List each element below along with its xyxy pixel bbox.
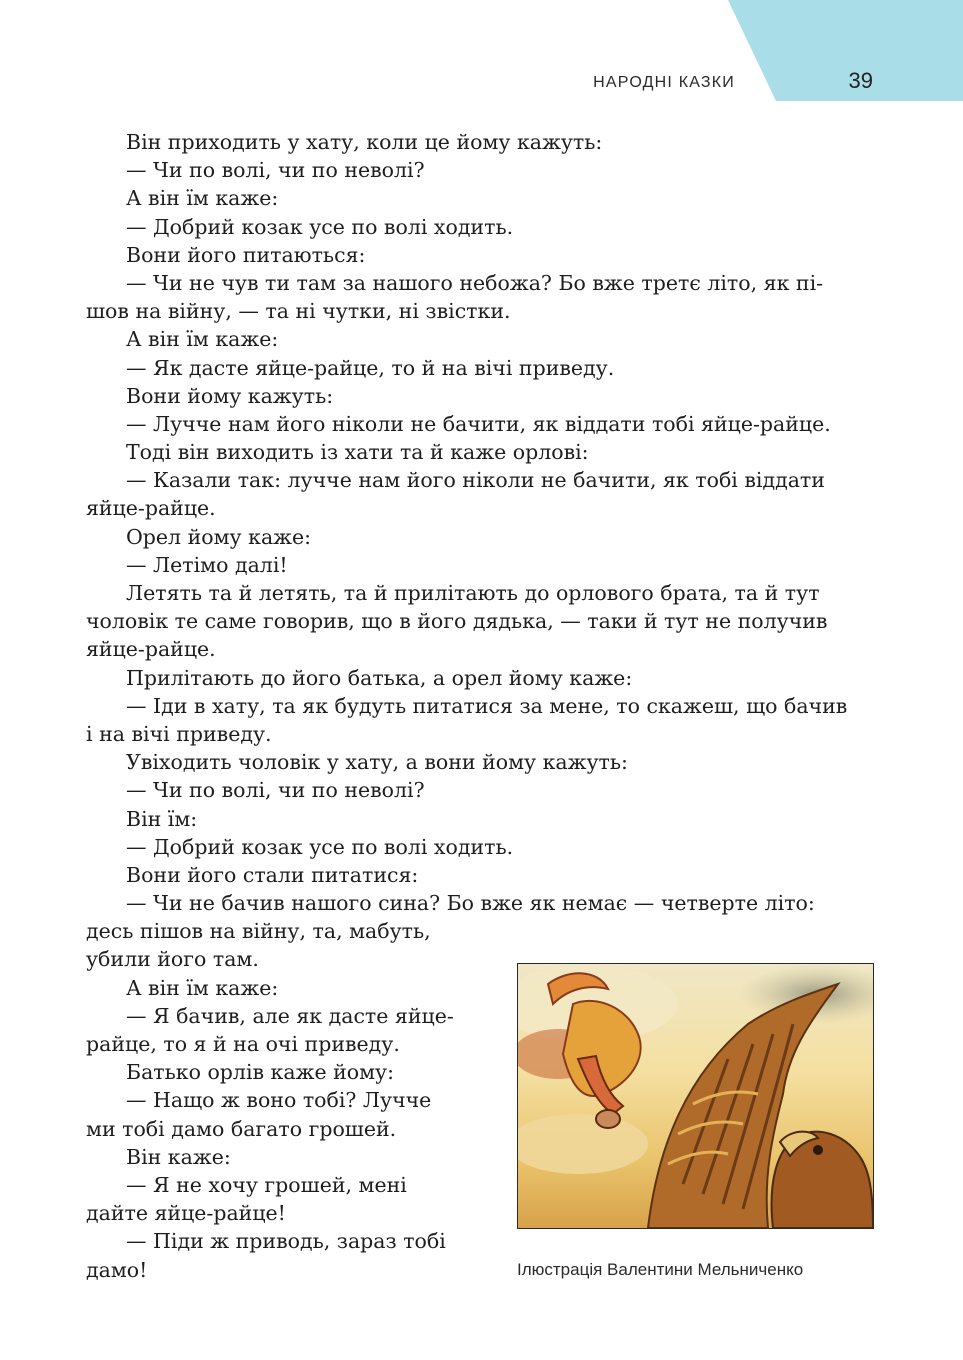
text-line: — Піди ж приводь, зараз тобі: [126, 1229, 446, 1254]
text-line: ми тобі дамо багато грошей.: [86, 1116, 397, 1141]
text-line: шов на війну, — та ні чутки, ні звістки.: [86, 299, 511, 324]
text-line: — Чи не чув ти там за нашого небожа? Бо вже третє літо, як пі-: [126, 270, 824, 295]
text-line: Тоді він виходить із хати та й каже орлові:: [126, 440, 589, 465]
text-line: — Лучче нам його ніколи не бачити, як віддати тобі яйце-райце.: [126, 411, 831, 436]
text-line: А він їм каже:: [126, 975, 279, 1000]
text-line: — Добрий козак усе по волі ходить.: [126, 214, 514, 239]
text-line: чоловік те саме говорив, що в його дядька, — таки й тут не получив: [86, 609, 828, 634]
text-line: Орел йому каже:: [126, 524, 312, 549]
text-line: і на вічі приведу.: [86, 721, 272, 746]
text-line: — Добрий козак усе по волі ходить.: [126, 834, 514, 859]
text-line: Прилітають до його батька, а орел йому каже:: [126, 665, 633, 690]
cloud: [518, 1114, 648, 1174]
text-line: А він їм каже:: [126, 186, 279, 211]
page-corner-accent: [0, 0, 963, 110]
text-line: — Чи по волі, чи по неволі?: [126, 778, 425, 803]
text-line: райце, то я й на очі приведу.: [86, 1032, 400, 1056]
text-line: яйце-райце.: [86, 637, 216, 662]
eagle-eye: [813, 1145, 823, 1155]
text-line: Увіходить чоловік у хату, а вони йому кажуть:: [126, 750, 628, 775]
text-line: Летять та й летять, та й прилітають до орлового брата, та й тут: [126, 581, 820, 605]
text-line: Він каже:: [126, 1144, 231, 1169]
text-line: дамо!: [86, 1257, 148, 1282]
illustration-caption: Ілюстрація Валентини Мельниченко: [517, 1260, 804, 1279]
text-line: убили його там.: [86, 947, 259, 972]
text-line: — Чи не бачив нашого сина? Бо вже як немає — четверте літо:: [126, 891, 815, 916]
text-line: — Я не хочу грошей, мені: [126, 1172, 407, 1197]
text-line: — Чи по волі, чи по неволі?: [126, 158, 425, 183]
text-line: яйце-райце.: [86, 496, 216, 521]
illustration: [517, 963, 874, 1229]
text-line: Вони його стали питатися:: [126, 862, 419, 887]
text-line: Він приходить у хату, коли це йому кажуть:: [126, 130, 603, 154]
page-number: 39: [848, 68, 873, 93]
eagle-illustration: [518, 964, 873, 1228]
accent-shape: [728, 0, 963, 101]
text-line: — Нащо ж воно тобі? Лучче: [126, 1088, 432, 1113]
text-line: Вони йому кажуть:: [126, 383, 334, 408]
text-line: — Казали так: лучче нам його ніколи не бачити, як тобі віддати: [126, 468, 825, 493]
text-line: десь пішов на війну, та, мабуть,: [86, 919, 431, 944]
section-title: НАРОДНІ КАЗКИ: [593, 74, 735, 91]
text-line: Вони його питаються:: [126, 242, 366, 267]
full-width-text: [86, 128, 847, 917]
text-line: А він їм каже:: [126, 327, 279, 352]
text-line: Батько орлів каже йому:: [126, 1060, 395, 1085]
text-line: — Летімо далі!: [126, 552, 288, 577]
text-line: дайте яйце-райце!: [86, 1201, 286, 1226]
text-line: — Іди в хату, та як будуть питатися за мене, то скажеш, що бачив: [126, 693, 848, 718]
text-line: Він їм:: [126, 806, 198, 831]
text-line: — Як дасте яйце-райце, то й на вічі приведу.: [126, 355, 615, 380]
text-line: — Я бачив, але як дасте яйце-: [126, 1003, 454, 1028]
